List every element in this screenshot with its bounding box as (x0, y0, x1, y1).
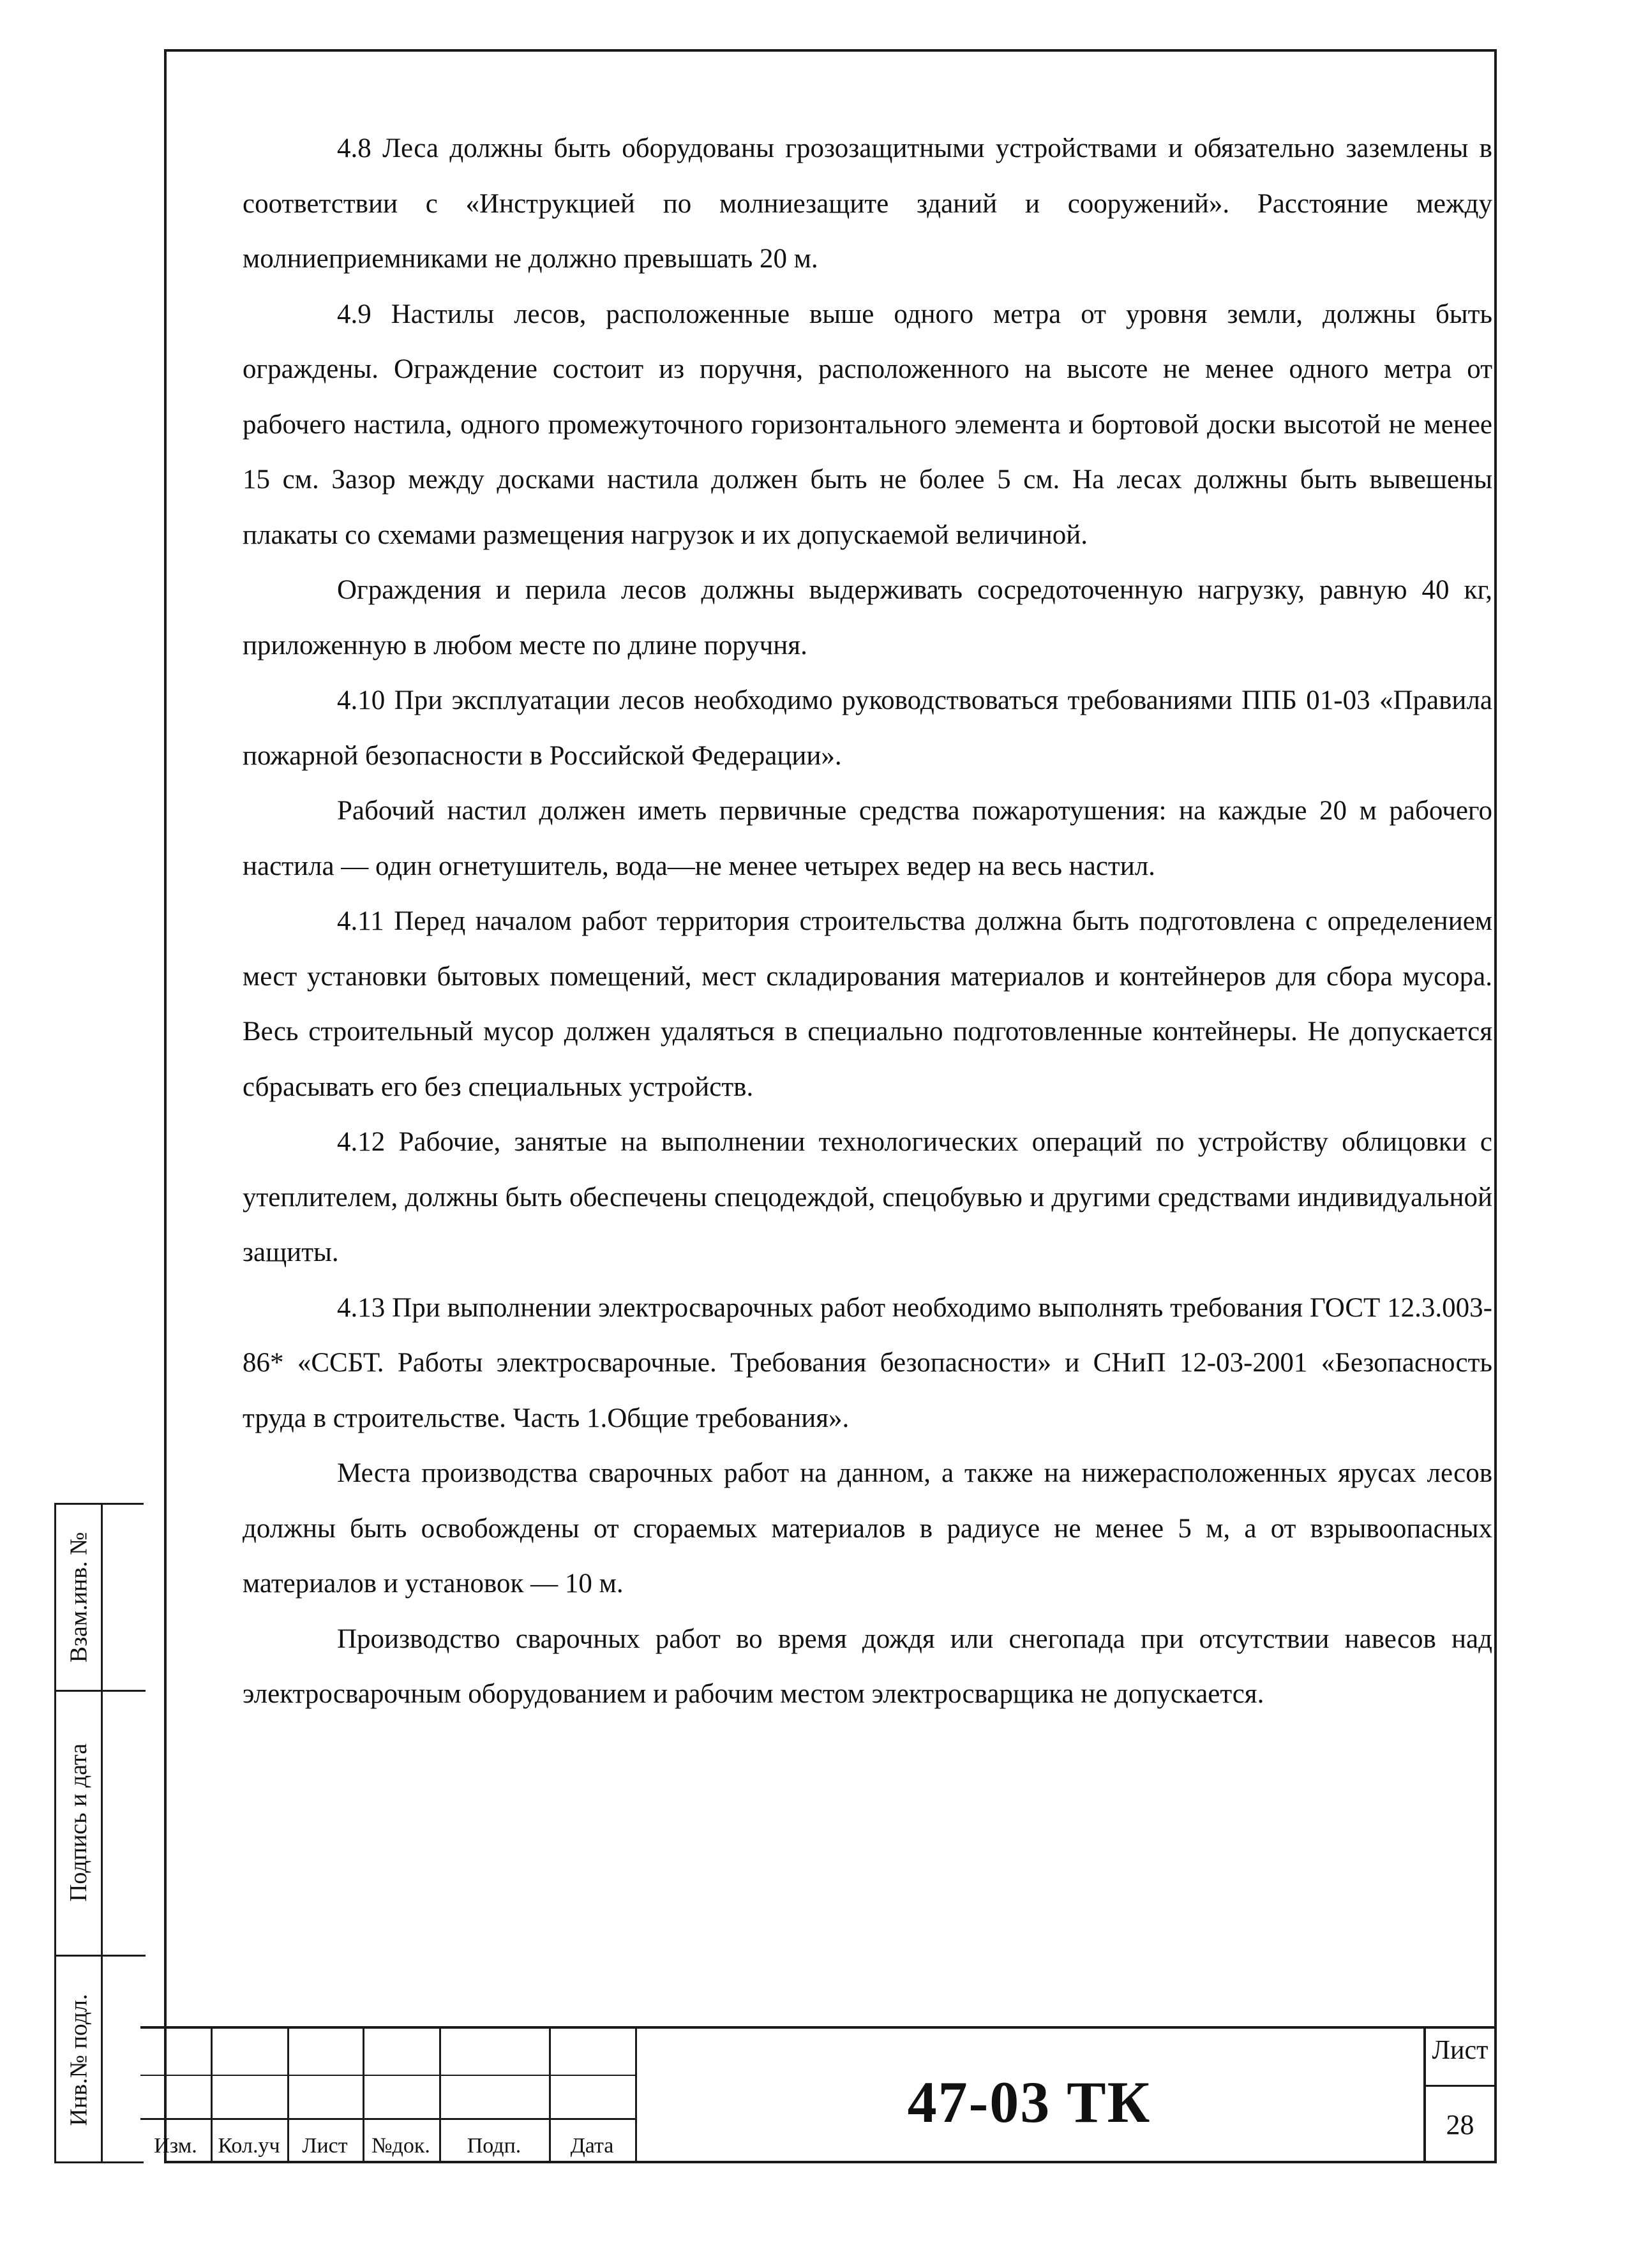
paragraph: Ограждения и перила лесов должны выдерживать сосредоточенную нагрузку, равную 40 кг, приложенную в любом месте по длине поручня. (243, 575, 1492, 660)
tb-label-list: Лист (302, 2134, 348, 2158)
tb-label-ndok: №док. (371, 2134, 430, 2158)
tb-label-kol: Кол.уч (218, 2134, 280, 2158)
tb-sheet-line (1423, 2085, 1497, 2087)
inv-original-cell (56, 1955, 101, 2165)
paragraph: 4.8 Леса должны быть оборудованы грозозащитными устройствами и обязательно заземлены в соответствии с «Инструкцией по молниезащите зданий и сооружений». Расстояние между молниеприемниками не должно превышать 20 м. (243, 133, 1492, 274)
sheet-number: 28 (1446, 2108, 1474, 2140)
side-divider (101, 1505, 103, 2161)
tb-label-data: Дата (570, 2134, 614, 2158)
paragraph: 4.13 При выполнении электросварочных работ необходимо выполнять требования ГОСТ 12.3.003-86* «ССБТ. Работы электросварочные. Требования безопасности» и СНиП 12-03-2001 «Безопасность труда в строительстве. Часть 1.Общие требования». (243, 1292, 1492, 1433)
paragraph: 4.9 Настилы лесов, расположенные выше одного метра от уровня земли, должны быть ограждены. Ограждение состоит из поручня, расположенного на высоте не менее одного метра от рабочего настила, одного промежуточного горизонтального элемента и бортовой доски высотой не менее 15 см. Зазор между досками настила должен быть не более 5 см. На лесах должны быть вывешены плакаты со схемами размещения нагрузок и их допускаемой величиной. (243, 299, 1492, 550)
paragraph: 4.10 При эксплуатации лесов необходимо руководствоваться требованиями ППБ 01-03 «Правила пожарной безопасности в Российской Федерации». (243, 685, 1492, 771)
signature-date-cell (56, 1690, 101, 1955)
sheet-label: Лист (1432, 2036, 1488, 2065)
tb-label-izm: Изм. (154, 2134, 197, 2158)
inv-original-label: Инв.№ подл. (65, 1994, 93, 2126)
paragraph: 4.12 Рабочие, занятые на выполнении технологических операций по устройству облицовки с утеплителем, должны быть обеспечены спецодеждой, спецобувью и другими средствами индивидуальной защиты. (243, 1127, 1492, 1267)
signature-date-label: Подпись и дата (65, 1743, 93, 1902)
paragraph: Места производства сварочных работ на данном, а также на нижерасположенных ярусах лесов должны быть освобождены от сгораемых материалов в радиусе не менее 5 м, а от взрывоопасных материалов и установок — 10 м. (243, 1458, 1492, 1599)
document-code: 47-03 ТК (907, 2070, 1151, 2135)
replace-inv-cell (56, 1505, 101, 1690)
document-body (243, 121, 1492, 1722)
paragraph: 4.11 Перед началом работ территория строительства должна быть подготовлена с определением мест установки бытовых помещений, мест складирования материалов и контейнеров для сбора мусора. Весь строительный мусор должен удаляться в специально подготовленные контейнеры. Не допускается сбрасывать его без специальных устройств. (243, 906, 1492, 1102)
replace-inv-label: Взам.инв. № (65, 1532, 93, 1663)
tb-row-line (140, 2118, 635, 2120)
paragraph: Рабочий настил должен иметь первичные средства пожаротушения: на каждые 20 м рабочего настила — один огнетушитель, вода—не менее четырех ведер на весь настил. (243, 796, 1492, 881)
paragraph: Производство сварочных работ во время дождя или снегопада при отсутствии навесов над электросварочным оборудованием и рабочим местом электросварщика не допускается. (243, 1623, 1492, 1709)
tb-label-podp: Подп. (467, 2134, 521, 2158)
tb-row-line (140, 2075, 635, 2076)
side-stamp (54, 1503, 144, 2163)
title-block (140, 2026, 1497, 2163)
